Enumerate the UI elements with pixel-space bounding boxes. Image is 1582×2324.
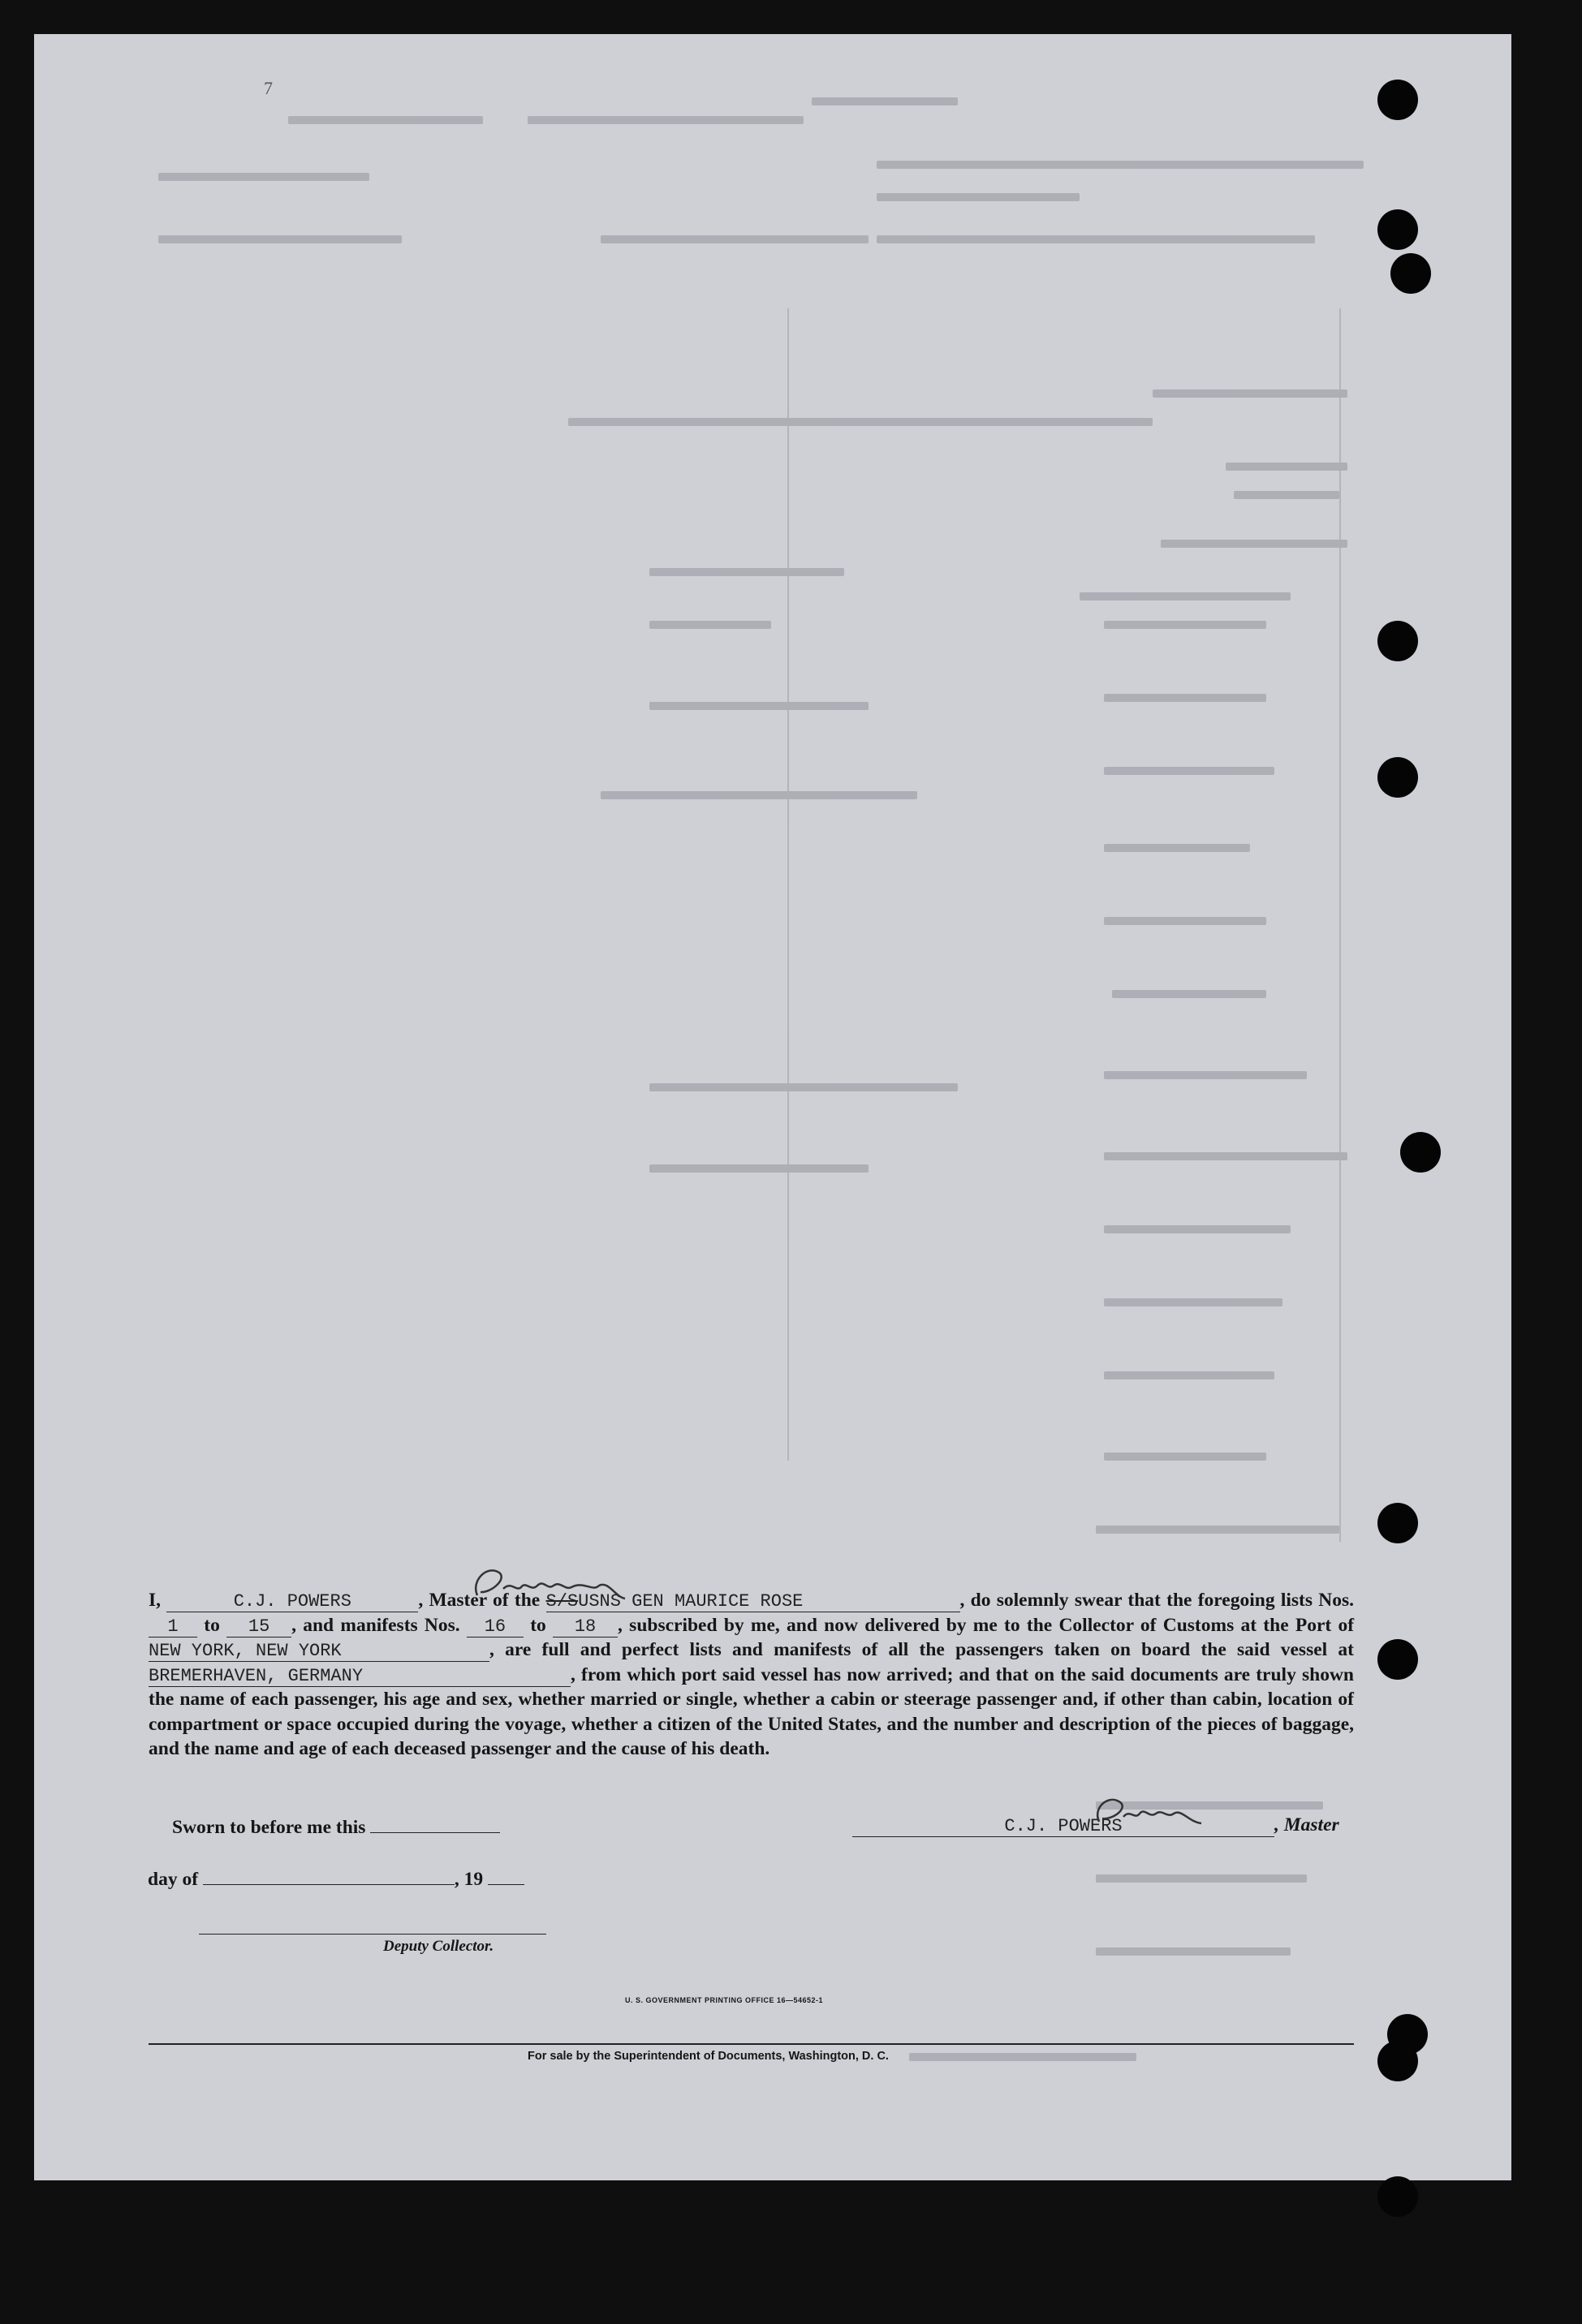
ss-struck-text: S/S bbox=[545, 1591, 579, 1612]
oath-text: I, bbox=[149, 1590, 162, 1611]
punch-hole bbox=[1377, 2176, 1418, 2217]
manifest-from-field: 16 bbox=[467, 1617, 524, 1638]
day-of-row bbox=[148, 1868, 524, 1891]
year-blank bbox=[488, 1868, 524, 1885]
margin-mark: 7 bbox=[264, 78, 273, 98]
master-signed-name: C.J. POWERS bbox=[852, 1817, 1274, 1837]
punch-hole bbox=[1377, 1639, 1418, 1680]
master-signature-2 bbox=[1088, 1789, 1218, 1838]
manifest-to-field: 18 bbox=[553, 1617, 618, 1638]
punch-hole bbox=[1377, 757, 1418, 798]
oath-text: to bbox=[204, 1614, 220, 1636]
master-label: , Master bbox=[1274, 1814, 1339, 1836]
oath-text: port said vessel has now arrived; and that on the said documents are truly shown the name of each passenger, his age and sex, whether married or single, whether a cabin or steerage passenger and, if other than cabin, location of compartment or space occupied during the voyage, whether a citizen of the United States, and the number and description of the pieces of baggage, and the name and age of each deceased passenger and the cause of his death. bbox=[149, 1663, 1355, 1759]
collector-signature-line bbox=[199, 1934, 546, 1935]
gpo-imprint: U. S. GOVERNMENT PRINTING OFFICE 16—54652-1 bbox=[625, 1996, 824, 2004]
document-sheet bbox=[34, 34, 1511, 2180]
oath-text: swear that the foregoing lists Nos. bbox=[1074, 1590, 1355, 1611]
punch-hole bbox=[1390, 253, 1431, 294]
oath-text: , from which bbox=[571, 1663, 676, 1685]
oath-paragraph bbox=[149, 1588, 1354, 1762]
list-to-field: 15 bbox=[226, 1617, 291, 1638]
day-of-label: day of bbox=[148, 1869, 199, 1890]
sworn-before-row bbox=[172, 1816, 500, 1839]
oath-text: , are full and perfect lists and bbox=[489, 1639, 763, 1660]
master-name-field: C.J. POWERS bbox=[166, 1592, 418, 1612]
punch-hole bbox=[1377, 80, 1418, 120]
punch-hole bbox=[1377, 2041, 1418, 2081]
date-blank bbox=[203, 1868, 455, 1885]
deputy-collector-label: Deputy Collector. bbox=[383, 1938, 494, 1955]
sworn-before-label: Sworn to before me this bbox=[172, 1817, 366, 1838]
punch-hole bbox=[1400, 1132, 1441, 1173]
oath-text: , Master of the bbox=[418, 1590, 541, 1611]
oath-text: delivered by me to the Collector of Customs at the Port of bbox=[864, 1614, 1355, 1636]
list-from-field: 1 bbox=[149, 1617, 197, 1638]
oath-text: , subscribed by me, and now bbox=[618, 1614, 858, 1636]
oath-text: to bbox=[530, 1614, 546, 1636]
for-sale-notice: For sale by the Superintendent of Documents, Washington, D. C. bbox=[528, 2050, 889, 2063]
oath-text: , and manifests Nos. bbox=[291, 1614, 460, 1636]
punch-hole bbox=[1377, 209, 1418, 250]
punch-hole bbox=[1377, 1503, 1418, 1543]
year-prefix-label: , 19 bbox=[454, 1869, 484, 1890]
vessel-name: USNS GEN MAURICE ROSE bbox=[578, 1591, 804, 1612]
oath-text: manifests of all the passengers taken on board the said vessel at bbox=[774, 1639, 1354, 1660]
master-signature bbox=[463, 1556, 657, 1613]
sworn-day-blank bbox=[370, 1816, 500, 1833]
oath-text: , do solemnly bbox=[959, 1590, 1069, 1611]
arrival-port-field: NEW YORK, NEW YORK bbox=[149, 1642, 489, 1662]
footer-rule bbox=[149, 2043, 1354, 2045]
departure-port-field: BREMERHAVEN, GERMANY bbox=[149, 1667, 571, 1687]
punch-hole bbox=[1377, 621, 1418, 661]
